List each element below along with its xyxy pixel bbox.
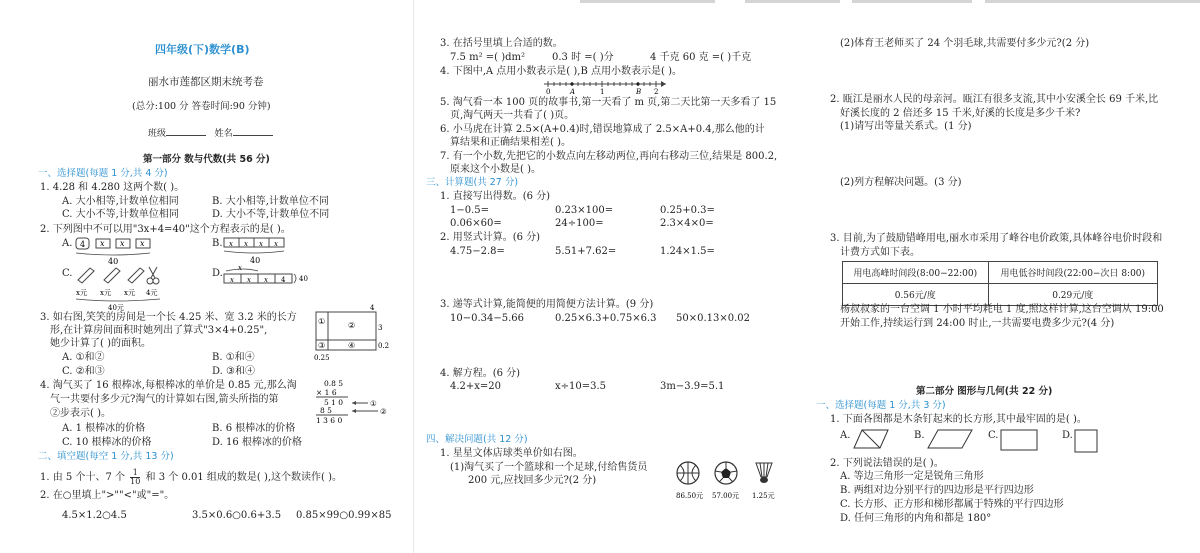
choice-q4-line1: 4. 淘气买了 16 根棒冰,每根棒冰的单价是 0.85 元,那么淘 [40, 380, 297, 391]
fig-c-xyuan3: x元 [124, 289, 135, 297]
choice-q4-line2: 气一共要付多少元?淘气的计算如右图,箭头所指的第 [50, 394, 279, 405]
q2-figure-c [76, 264, 166, 312]
exam-meta: (总分:100 分 答卷时间:90 分钟) [132, 101, 271, 112]
fill-q3-c[interactable]: 4 千克 60 克 =( )千克 [650, 52, 752, 63]
electricity-price-table [842, 261, 1158, 306]
geo-choice-heading: 一、选择题(每题 1 分,共 3 分) [816, 400, 946, 411]
fig-b-x3: x [259, 240, 263, 248]
fill-q2-b[interactable]: 3.5×0.6○0.6+3.5 [192, 510, 282, 521]
pen-icon [78, 268, 144, 283]
part1-heading: 第一部分 数与代数(共 56 分) [143, 154, 270, 165]
problem-q3-line4: 开始工作,持续运行到 24:00 时止,一共需要电费多少元?(4 分) [840, 318, 1115, 329]
calc-r5a[interactable]: 4.2+x=20 [450, 381, 502, 392]
geo-q2-option-a[interactable]: A. 等边三角形一定是锐角三角形 [840, 471, 984, 482]
nl-label-a: A [570, 88, 576, 96]
name-blank[interactable] [233, 126, 273, 136]
class-blank[interactable] [166, 126, 206, 136]
point-a [570, 82, 573, 85]
problem-q2-line2: 好溪长度的 2 倍还多 15 千米,好溪的长度是多少千米? [840, 108, 1081, 119]
choice-q4-option-a[interactable]: A. 1 根棒冰的价格 [62, 423, 146, 434]
fill-q1-part2: 和 3 个 0.01 组成的数是( ),这个数读作( )。 [145, 472, 343, 483]
fig-d-x2: x [247, 276, 251, 284]
fig-d-4: 4 [281, 276, 286, 284]
square-figure [1074, 428, 1104, 454]
part2-heading: 第二部分 图形与几何(共 22 分) [916, 386, 1053, 397]
choice-q3-option-a[interactable]: A. ①和② [62, 352, 105, 363]
choice-q4-option-b[interactable]: B. 6 根棒冰的价格 [212, 423, 296, 434]
q2-figure-d [224, 264, 314, 294]
room-region-4: ④ [348, 341, 356, 350]
choice-q1-option-d[interactable]: D. 大小不等,计数单位不同 [212, 209, 330, 220]
problem-q1-1-line1: (1)淘气买了一个篮球和一个足球,付给售货员 [450, 462, 648, 473]
problem-q1-1-line2: 200 元,应找回多少元?(2 分) [468, 475, 597, 486]
choice-q1-option-a[interactable]: A. 大小相等,计数单位相同 [62, 196, 179, 207]
fill-q2: 2. 在○里填上">""<"或"="。 [40, 490, 175, 501]
exam-title: 四年级(下)数学(B) [155, 43, 250, 56]
geo-q2-option-c[interactable]: C. 长方形、正方形和梯形都属于特殊的平行四边形 [840, 499, 1064, 510]
fill-q7-line2: 原来这个小数是( )。 [450, 164, 541, 175]
problem-q3-line3: 杨叔叔家的一台空调 1 小时平均耗电 1 度,照这样计算,这台空调从 19:00 [840, 304, 1164, 315]
fraction [130, 469, 140, 486]
fig-b-x2: x [244, 240, 248, 248]
room-label-3: 3 [378, 324, 383, 332]
fill-q5-line1: 5. 淘气看一本 100 页的故事书,第一天看了 m 页,第二天比第一天多看了 15 [440, 97, 777, 108]
choice-q4-option-c[interactable]: C. 10 根棒冰的价格 [62, 437, 152, 448]
fig-d-40: 40 [299, 275, 308, 283]
fig-b-x4: x [274, 240, 278, 248]
fill-q2-a[interactable]: 4.5×1.2○4.5 [62, 510, 127, 521]
fig-c-40yuan: 40元 [108, 304, 124, 312]
fill-q1 [40, 469, 342, 486]
mult-step-2: ② [380, 407, 387, 416]
choice-q2-option-c[interactable]: C. [62, 268, 73, 279]
choice-q2: 2. 下列图中不可以用"3x+4=40"这个方程表示的是( )。 [40, 224, 291, 235]
fig-d-x3: x [264, 276, 268, 284]
name-label: 姓名 [214, 129, 233, 139]
choice-q3-line2: 形,在计算房间面积时她列出了算式"3×4+0.25", [50, 325, 268, 336]
problem-q1-2: (2)体育王老师买了 24 个羽毛球,共需要付多少元?(2 分) [840, 38, 1090, 49]
geo-q1-option-a[interactable]: A. [840, 430, 851, 441]
choice-q3-option-c[interactable]: C. ②和③ [62, 366, 105, 377]
mult-row-1: 0.8 5 [324, 379, 344, 388]
football-icon [715, 462, 737, 484]
room-region-2: ② [348, 321, 356, 330]
calc-r3b[interactable]: 5.51+7.62= [555, 246, 617, 257]
problem-q3-line2: 计费方式如下表。 [840, 247, 920, 258]
calc-r1c[interactable]: 0.25+0.3= [660, 205, 715, 216]
choice-q4-line3: ②步表示( )。 [50, 408, 111, 419]
calc-q4: 4. 解方程。(6 分) [440, 368, 521, 379]
section-choice-heading: 一、选择题(每题 1 分,共 4 分) [38, 168, 168, 179]
calc-q1: 1. 直接写出得数。(6 分) [440, 191, 551, 202]
room-region-3: ③ [318, 341, 326, 350]
fill-q3-a[interactable]: 7.5 m² =( )dm² [450, 52, 526, 63]
fill-q6-line2: 算结果和正确结果相差( )。 [450, 137, 571, 148]
table-header-valley: 用电低谷时间段(22:00−次日 8:00) [988, 262, 1157, 284]
column-middle [420, 0, 810, 553]
choice-q1: 1. 4.28 和 4.280 这两个数( )。 [40, 182, 185, 193]
number-line [544, 78, 674, 96]
room-region-1: ① [318, 317, 326, 326]
choice-q3-line1: 3. 如右图,笑笑的房间是一个长 4.25 米、宽 3.2 米的长方 [40, 312, 297, 323]
calc-r3c[interactable]: 1.24×1.5= [660, 246, 715, 257]
fig-b-x1: x [229, 240, 233, 248]
fraction-denominator: 10 [130, 477, 141, 486]
problem-q2-1: (1)请写出等量关系式。(1 分) [840, 121, 972, 132]
table-value-valley: 0.29元/度 [988, 284, 1157, 306]
class-field [148, 126, 273, 140]
calc-q2: 2. 用竖式计算。(6 分) [440, 232, 541, 243]
choice-q1-option-b[interactable]: B. 大小相等,计数单位不同 [212, 196, 329, 207]
q2-figure-a [76, 236, 166, 266]
fig-d-x-top: x [238, 264, 242, 272]
geo-q1-option-b[interactable]: B. [914, 430, 925, 441]
choice-q3-option-d[interactable]: D. ③和④ [212, 366, 255, 377]
mult-row-3: 5 1 0 [324, 398, 344, 407]
geo-q1-option-c[interactable]: C. [988, 430, 999, 441]
column-right [810, 0, 1200, 553]
fraction-numerator: 1 [130, 469, 140, 478]
fig-d-x1: x [230, 276, 234, 284]
mult-row-2: × 1 6 [316, 388, 337, 397]
fill-q3-b[interactable]: 0.3 时 =( )分 [552, 52, 614, 63]
mult-row-5: 1 3 6 0 [316, 416, 343, 425]
parallelogram-diagonal-figure [852, 428, 892, 452]
geo-q2-option-b[interactable]: B. 两组对边分别平行的四边形是平行四边形 [840, 485, 1034, 496]
calc-r1a[interactable]: 1−0.5= [450, 205, 490, 216]
choice-q2-option-a[interactable]: A. [62, 238, 73, 249]
section-fill-heading: 二、填空题(每空 1 分,共 13 分) [38, 451, 174, 462]
fig-c-4yuan: 4元 [146, 289, 158, 297]
exam-subtitle: 丽水市莲都区期末统考卷 [148, 76, 264, 88]
class-label: 班级 [148, 129, 167, 139]
calc-r4c[interactable]: 50×0.13×0.02 [676, 313, 751, 324]
geo-q1: 1. 下面各图都是木条钉起来的长方形,其中最牢固的是( )。 [830, 414, 1087, 425]
choice-q2-option-b[interactable]: B. [212, 238, 223, 249]
nl-label-1: 1 [600, 88, 605, 96]
football-price: 57.00元 [712, 492, 740, 500]
ball-prices-figure [676, 459, 806, 505]
rectangle-figure [1000, 428, 1040, 452]
fill-q5-line2: 页,淘气两天一共看了( )页。 [450, 110, 575, 121]
geo-q1-option-d[interactable]: D. [1062, 430, 1073, 441]
column-left [0, 0, 405, 553]
fill-q7-line1: 7. 有一个小数,先把它的小数点向左移动两位,再向右移动三位,结果是 800.2, [440, 151, 778, 162]
fig-b-40: 40 [250, 256, 261, 265]
nl-label-0: 0 [546, 88, 551, 96]
fill-q2-c[interactable]: 0.85×99○0.99×85 [296, 510, 392, 521]
table-value-peak: 0.56元/度 [843, 284, 989, 306]
nl-label-2: 2 [654, 88, 659, 96]
calc-r2a[interactable]: 0.06×60= [450, 218, 502, 229]
parallelogram-figure [926, 428, 974, 452]
problem-q1: 1. 星星文体店球类单价如右图。 [440, 448, 583, 459]
section-problem-heading: 四、解决问题(共 12 分) [426, 434, 528, 445]
fig-a-label-x3: x [140, 239, 145, 248]
fill-q4: 4. 下图中,A 点用小数表示是( ),B 点用小数表示是( )。 [440, 66, 682, 77]
shuttlecock-price: 1.25元 [752, 492, 775, 500]
calc-r5c[interactable]: 3m−3.9=5.1 [660, 381, 725, 392]
fill-q6-line1: 6. 小马虎在计算 2.5×(A+0.4)时,错误地算成了 2.5×A+0.4,那么他的计 [440, 124, 765, 135]
fig-a-label-x2: x [120, 239, 125, 248]
calc-r4b[interactable]: 0.25×6.3+0.75×6.3 [555, 313, 657, 324]
calc-q3: 3. 递等式计算,能简便的用简便方法计算。(9 分) [440, 299, 654, 310]
calc-r4a[interactable]: 10−0.34−5.66 [450, 313, 525, 324]
scissors-icon [147, 267, 159, 284]
basketball-price: 86.50元 [676, 492, 704, 500]
choice-q1-option-c[interactable]: C. 大小不等,计数单位相同 [62, 209, 179, 220]
fig-c-xyuan1: x元 [76, 289, 87, 297]
problem-q2-2: (2)列方程解决问题。(3 分) [840, 177, 962, 188]
table-header-peak: 用电高峰时间段(8:00−22:00) [843, 262, 989, 284]
fill-q3: 3. 在括号里填上合适的数。 [440, 38, 563, 49]
room-figure [314, 304, 390, 362]
basketball-icon [677, 462, 699, 484]
point-b [636, 82, 639, 85]
section-calc-heading: 三、计算题(共 27 分) [426, 177, 519, 188]
fill-q1-part1: 1. 由 5 个十、7 个 [40, 472, 125, 483]
calc-r1b[interactable]: 0.23×100= [555, 205, 614, 216]
problem-q3-line1: 3. 目前,为了鼓励错峰用电,丽水市采用了峰谷电价政策,具体峰谷电价时段和 [830, 233, 1163, 244]
mult-row-4: 8 5 [320, 406, 332, 415]
fig-c-xyuan2: x元 [100, 289, 111, 297]
problem-q2-line1: 2. 瓯江是丽水人民的母亲河。瓯江有很多支流,其中小安溪全长 69 千米,比 [830, 94, 1159, 105]
geo-q2: 2. 下列说法错误的是( )。 [830, 458, 944, 469]
q2-figure-b [224, 236, 314, 266]
shuttlecock-icon [756, 463, 772, 483]
fig-a-label-x1: x [100, 239, 105, 248]
choice-q4-option-d[interactable]: D. 16 根棒冰的价格 [212, 437, 302, 448]
choice-q2-option-d[interactable]: D. [212, 268, 223, 279]
vertical-multiplication-figure [312, 378, 398, 426]
calc-r2c[interactable]: 2.3×4×0= [660, 218, 714, 229]
room-label-02: 0.2 [378, 342, 390, 350]
mult-step-1: ① [370, 399, 377, 408]
calc-r5b[interactable]: x÷10=3.5 [555, 381, 607, 392]
choice-q3-line3: 她少计算了( )的面积。 [50, 338, 151, 349]
nl-label-b: B [636, 88, 642, 96]
fig-a-label-4: 4 [80, 240, 86, 249]
choice-q3-option-b[interactable]: B. ①和④ [212, 352, 255, 363]
geo-q2-option-d[interactable]: D. 任何三角形的内角和都是 180° [840, 513, 992, 524]
fig-a-label-40: 40 [108, 257, 119, 266]
calc-r2b[interactable]: 24÷100= [555, 218, 604, 229]
room-label-4: 4 [370, 304, 375, 312]
room-label-025: 0.25 [314, 354, 330, 362]
calc-r3a[interactable]: 4.75−2.8= [450, 246, 505, 257]
